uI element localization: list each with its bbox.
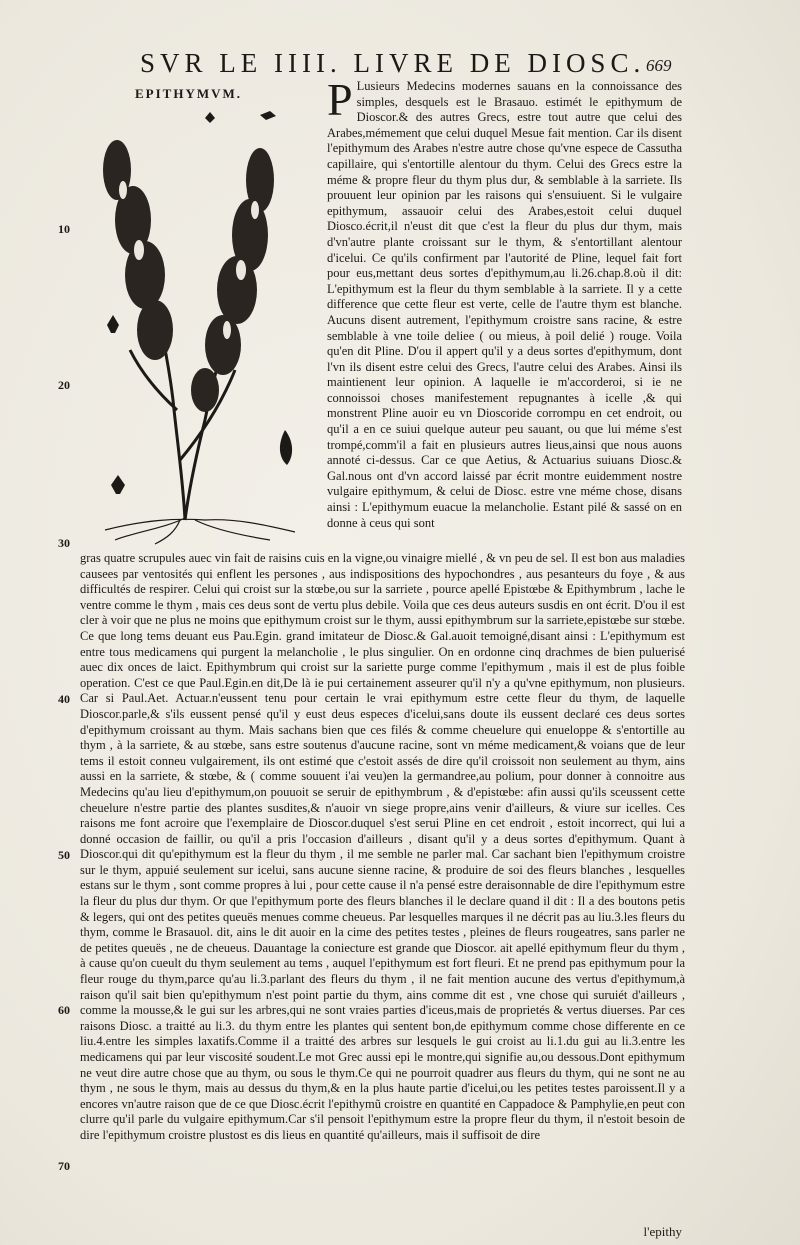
- folio-number: 669: [646, 56, 672, 75]
- line-number: 70: [58, 1159, 70, 1173]
- epithymum-illustration: [55, 100, 315, 545]
- text-column: [327, 79, 682, 549]
- running-header: SVR LE IIII. LIVRE DE DIOSC.: [140, 48, 646, 78]
- line-number: 10: [58, 222, 70, 236]
- column-paragraph: Lusieurs Medecins modernes sauans en la connoissance des simples, desquels est le Brasauo. estimét le epithymum de Dioscor.& des autres Grecs, estre tout autre que celui des Arabes,mémement que celui duquel Mesue fait mention. Car ils disent l'epithymum des Arabes n'estre autre chose qu'vne espece de Cassutha capillaire, qui s'entortille alentour du thym. Celui des Grecs estre la méme & propre fleur du thym plus dur, & semblable à la sarriete. Ils prouuent leur opinion par les raisons qui s'ensuiuent. Si le vulgaire epithymum, assauoir celui des Arabes,estoit celui duquel Diosco.écrit,il n'eust dit que c'est la fleur du plus dur thym, mais d'vn'autre plante croissant sur le thym, & s'entortillant alentour d'icelui. Ce qu'ils confirment par l'autorité de Pline, lequel fait fort pour eus,mettant deus sortes d'epithymum,au li.26.chap.8.où il dit: L'epithymum est la fleur du thym semblable à la sarriete. Il y a cette difference que cette fleur est verte, celle de l'autre thym est blanche. Aucuns disent autrement, l'epithymum croistre sans racine, & estre semblable à vne toile deliee ( ou mieus, à poil delié ) rouge. Voila qu'en dit Pline. D'ou il appert qu'il y a deus sortes d'epithymum, dont l'vn ils disent estre celui des Grecs, l'autre celui des Arabes. Ainsi ils maintienent leur opinion. A laquelle ie m'accorderoi, si ie ne connoissoi choses manifestement repugnantes à icelle ,& qui monstrent Pline auoir eu vn Dioscoride corrompu en cet endroit, ou qu'il a en ce suiui quelque auteur peu sauant, ou que lui méme s'est trompé,comm'il a fait en plusieurs autres lieus,ainsi que nous auons annoté ci-dessus. Car ce que Aetius, & Actuarius suiuans Diosc.& Gal.nous ont d'vn accord laissé par écrit montre euidemment nostre vulgaire epithymum, & celui de Diosc. estre vne méme chose, disans ainsi : L'epithymum euacue la melancholie. Estant pilé & sassé on en donne à ceus qui sont: [327, 79, 682, 530]
- line-number: 50: [58, 848, 70, 862]
- drop-cap: P: [327, 79, 353, 125]
- line-number: 30: [58, 536, 70, 550]
- line-number: 60: [58, 1003, 70, 1017]
- catchword: l'epithy: [643, 1224, 682, 1239]
- line-number: 20: [58, 378, 70, 392]
- text-body: [80, 551, 685, 1231]
- plant-title: EPITHYMVM.: [135, 86, 243, 101]
- body-paragraph: gras quatre scrupules auec vin fait de raisins cuis en la vigne,ou vinaigre miellé , & vn peu de sel. Il est bon aus maladies causees par ventosités qui enflent les persones , aus indispositions des hypochondres , aus pesanteurs du foye , & aus difficultés de respirer. Celui qui croist sur la stœbe,ou sur la sarriete , pource apellé Epistœbe & Epithymbrum , lache le ventre comme le thym , mais ces deus sont de vertu plus debile. Voila que ces deus auteurs susdis en ont écrit. D'ou il est cler à voir que ne plus ne moins que epithymum croist sur le thym, aussi epithymbrum sur la sarriete,epistœbe sur stœbe. Ce que long tems deuant eus Pau.Egin. grand imitateur de Diosc.& Gal.auoit temoigné,disant ainsi : L'epithymum est entre tous medicamens qui purgent la melancholie , le plus singulier. On en ordonne cinq drachmes de bien puluerisé auec dix onces de laict. Epithymbrum qui croist sur la sariette purge comme l'epithymum , mais il est de plus foible operation. C'est ce que Paul.Egin.en dit,De là ie pui certainement asseurer qu'il n'y a qu'vne epithymum, non plusieurs. Car si Paul.Aet. Actuar.n'eussent tenu pour certain le vrai epithymum estre cette fleur du thym, de laquelle Dioscor.parle,& s'ils eussent pensé qu'il y eust deus especes d'icelui,sans doute ils eussent declaré ces deus sortes d'epithymum croissant au thym. Mais sachans bien que ces filés & comme cheuelure qui enueloppe & s'entortille au thym , à la sarriete, & au stœbe, sans estre soutenus d'aucune racine, sont vn méme medicament,& voians que de leur tems il estoit conneu vulgairement, ils ont estimé que c'estoit assés de dire qu'il croissoit non seulement au thym, ains aussi en la sarriete, & stœbe, & ( comme souuent i'ai veu)en la germandree,au polium, pour donner à connoitre aus Medecins qu'au lieu d'epithymum,on pouuoit se seruir de epithymbrum , & d'epistœbe: afin aussi qu'ils sceussent cette cheuelure n'estre partie des plantes susdites,& n'auoir vn siege propre,ains venir d'ailleurs, & viure sur icelles. Ces raisons me font acroire que l'exemplaire de Dioscor.duquel s'est serui Pline en cet endroit , estoit incorrect, qui lui a donné occasion de faillir, ou qu'il a pris l'occasion d'ailleurs , disant qu'il y a deus sortes d'epithymum. Quant à Dioscor.qui dit qu'epithymum est la fleur du thym , il me semble ne parler mal. Car sachant bien l'epithymum croistre sur le thym, appuié seulement sur icelui, sans aucune sienne racine, & produire de soi des fleurs blanches , lesquelles estans sur le thym , sont comme propres à lui , pour cette cause il n'a pensé estre deraisonnable de dire l'epithymum estre la fleur du plus dur thym. Or que l'epithymum porte des fleurs blanches il le declare quand il dit : Il a des boutons petis & legers, qui ont des petites queuës menues comme cheueus. Par lesquelles marques il ne décrit pas au liu.3.les fleurs du thym, comme le Brasauol. dit, ains le dit auoir en la cime des petites testes , pleines de fleurs rougeatres, sans parler ne de petites queuës , ne de cheueus. Dauantage la coniecture est grande que Dioscor. ait apellé epithymum fleur du thym , à cause qu'on cueult du thym seulement au tems , auquel l'epithymum est fort fleuri. Et ne prend pas epithymum pour la fleur rouge du thym,parce qu'au li.3.parlant des fleurs du thym , il ne fait mention aucune des vertus d'epithymum,à raison qu'il sait bien qu'epithymum n'est point partie du thym, ains comme dit est , vne chose qui suruiét d'ailleurs , comme la mousse,& le gui sur les arbres,qui ne sont vraies parties d'iceus,mais de proprietés & vertus diuerses. Par ces raisons Diosc. a traitté au li.3. du thym entre les plantes qui sentent bon,de epithymum comme chose differente en ce liu.4.entre les simples laxatifs.Comme il a traitté des arbres sur lesquels le gui croist au li.1.du gui au li.3.entre les medicamens qui par leur viscosité soudent.Le mot Grec aussi epi le montre,qui signifie au,ou dessous.Dont epithymum ne veut dire autre chose que au thym, ou sous le thym.Ce qui ne pourroit quadrer aus fleurs du thym, qui ne sont ne au thym , ne sous le thym, mais au dessus du thym,& en la plus haute partie d'icelui,ou les petites testes paroissent.Il y a encores vn'autre raison que de ce que Diosc.écrit l'epithymũ croistre en quantité en Cappadoce & Pamphylie,en peut con clurre qu'il parle du vulgaire epithymum.Car s'il pensoit l'epithymum estre la propre fleur du thym, il n'estoit besoin de dire l'epithymum croistre plustost es dis lieus en quantité qu'ailleurs, mais il suffisoit de dire: [80, 551, 685, 1142]
- line-number: 40: [58, 692, 70, 706]
